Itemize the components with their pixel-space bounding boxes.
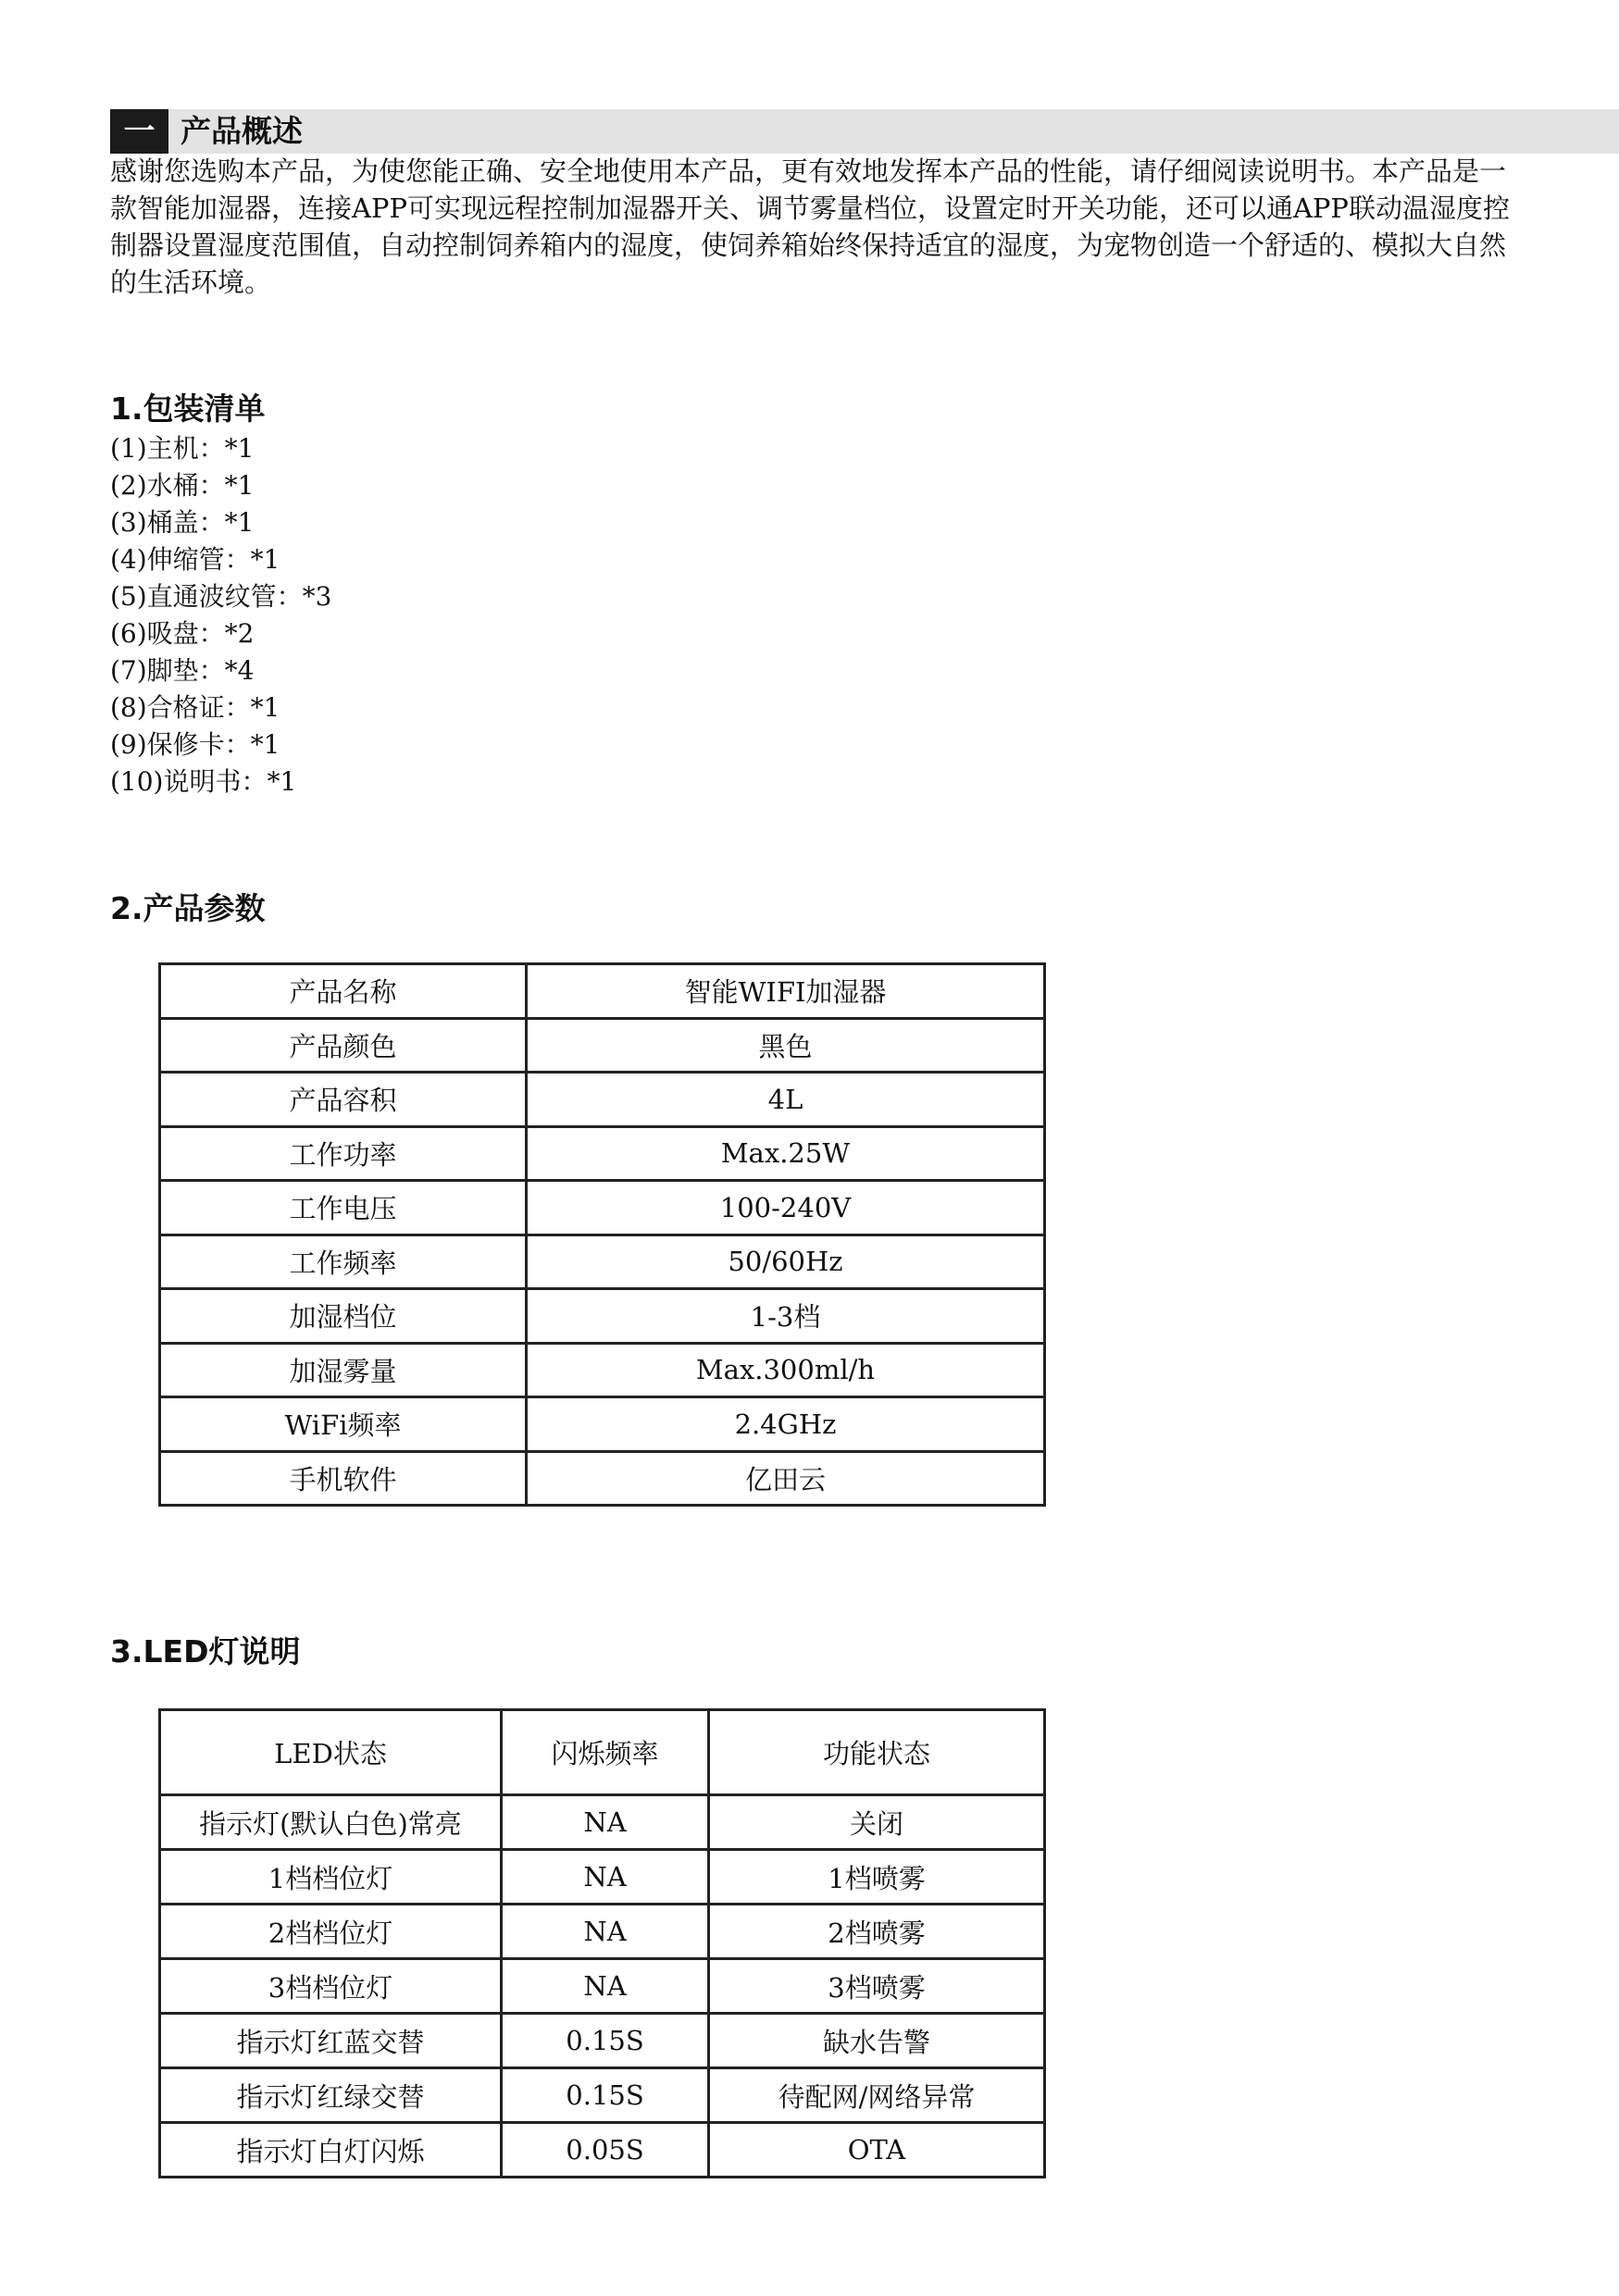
param-value: 亿田云 <box>527 1451 1045 1506</box>
blink-rate: NA <box>502 1850 709 1905</box>
list-item: (10)说明书：*1 <box>110 766 297 797</box>
section-number: 一 <box>110 109 168 154</box>
table-row <box>160 2014 1045 2068</box>
param-key: 产品名称 <box>160 964 527 1019</box>
param-value: 2.4GHz <box>527 1397 1045 1452</box>
blink-rate: 0.05S <box>502 2123 709 2178</box>
list-item: (6)吸盘：*2 <box>110 618 255 649</box>
param-value: 智能WIFI加湿器 <box>527 964 1045 1019</box>
blink-rate: NA <box>502 1905 709 1959</box>
led-table <box>158 1708 1046 2178</box>
table-row <box>160 2123 1045 2178</box>
params-table <box>158 962 1046 1507</box>
table-header-row <box>160 1710 1045 1795</box>
list-item: (1)主机：*1 <box>110 433 255 464</box>
table-row <box>160 1126 1045 1181</box>
list-item: (8)合格证：*1 <box>110 692 280 723</box>
list-item: (7)脚垫：*4 <box>110 655 255 686</box>
table-row <box>160 1397 1045 1452</box>
function-state: 1档喷雾 <box>709 1850 1045 1905</box>
led-state: 指示灯红绿交替 <box>160 2068 502 2123</box>
table-row <box>160 1905 1045 1959</box>
led-state: 指示灯(默认白色)常亮 <box>160 1795 502 1850</box>
table-row <box>160 1959 1045 2014</box>
table-row <box>160 1795 1045 1850</box>
list-item: (4)伸缩管：*1 <box>110 544 280 575</box>
param-key: 加湿雾量 <box>160 1343 527 1397</box>
blink-rate: NA <box>502 1959 709 2014</box>
param-value: 黑色 <box>527 1018 1045 1073</box>
function-state: 3档喷雾 <box>709 1959 1045 2014</box>
table-row <box>160 1451 1045 1506</box>
param-key: 工作电压 <box>160 1181 527 1235</box>
params-heading: 2.产品参数 <box>110 890 266 926</box>
function-state: 2档喷雾 <box>709 1905 1045 1959</box>
column-header: LED状态 <box>160 1710 502 1795</box>
led-state: 2档档位灯 <box>160 1905 502 1959</box>
list-item: (9)保修卡：*1 <box>110 729 280 760</box>
table-row <box>160 1018 1045 1073</box>
list-item: (3)桶盖：*1 <box>110 507 255 538</box>
led-state: 指示灯红蓝交替 <box>160 2014 502 2068</box>
list-item: (2)水桶：*1 <box>110 470 255 501</box>
column-header: 闪烁频率 <box>502 1710 709 1795</box>
led-heading: 3.LED灯说明 <box>110 1633 301 1669</box>
blink-rate: 0.15S <box>502 2014 709 2068</box>
table-row <box>160 1181 1045 1235</box>
table-row <box>160 1073 1045 1127</box>
param-value: Max.25W <box>527 1126 1045 1181</box>
blink-rate: NA <box>502 1795 709 1850</box>
intro-paragraph: 感谢您选购本产品，为使您能正确、安全地使用本产品，更有效地发挥本产品的性能，请仔细阅读说明书。本产品是一款智能加湿器，连接APP可实现远程控制加湿器开关、调节雾量档位，设置定时开关功能，还可以通APP联动温湿度控制器设置湿度范围值，自动控制饲养箱内的湿度，使饲养箱始终保持适宜的湿度，为宠物创造一个舒适的、模拟大自然的生活环境。 <box>110 155 1510 298</box>
table-row <box>160 1289 1045 1344</box>
function-state: 缺水告警 <box>709 2014 1045 2068</box>
param-value: 1-3档 <box>527 1289 1045 1344</box>
packing-list <box>110 430 331 800</box>
section-header-bar <box>110 109 1619 154</box>
table-row <box>160 1343 1045 1397</box>
column-header: 功能状态 <box>709 1710 1045 1795</box>
param-key: 产品容积 <box>160 1073 527 1127</box>
table-row <box>160 964 1045 1019</box>
section-title: 产品概述 <box>181 113 303 149</box>
param-value: 50/60Hz <box>527 1235 1045 1289</box>
param-key: 加湿档位 <box>160 1289 527 1344</box>
table-row <box>160 2068 1045 2123</box>
table-row <box>160 1850 1045 1905</box>
param-value: 4L <box>527 1073 1045 1127</box>
led-state: 3档档位灯 <box>160 1959 502 2014</box>
param-key: 产品颜色 <box>160 1018 527 1073</box>
led-state: 指示灯白灯闪烁 <box>160 2123 502 2178</box>
function-state: OTA <box>709 2123 1045 2178</box>
param-value: Max.300ml/h <box>527 1343 1045 1397</box>
param-key: WiFi频率 <box>160 1397 527 1452</box>
list-item: (5)直通波纹管：*3 <box>110 581 332 612</box>
packing-list-heading: 1.包装清单 <box>110 391 266 427</box>
param-key: 工作功率 <box>160 1126 527 1181</box>
led-state: 1档档位灯 <box>160 1850 502 1905</box>
function-state: 关闭 <box>709 1795 1045 1850</box>
blink-rate: 0.15S <box>502 2068 709 2123</box>
function-state: 待配网/网络异常 <box>709 2068 1045 2123</box>
table-row <box>160 1235 1045 1289</box>
param-key: 手机软件 <box>160 1451 527 1506</box>
param-value: 100-240V <box>527 1181 1045 1235</box>
param-key: 工作频率 <box>160 1235 527 1289</box>
